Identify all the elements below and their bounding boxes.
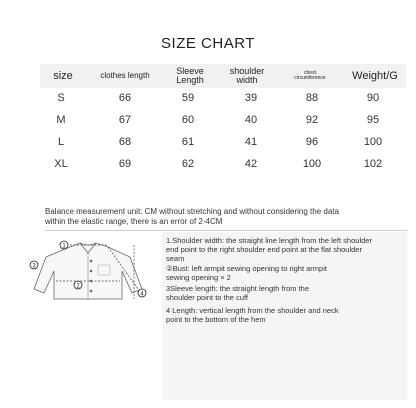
header-chest-line2: circumference — [294, 75, 326, 81]
cell-weight: 95 — [366, 114, 380, 126]
cell-sleeve-length: 61 — [181, 136, 195, 148]
desc-line: point to the bottom of the hem — [166, 315, 266, 324]
cell-shoulder-width: 40 — [244, 114, 258, 126]
cell-clothes-length: 66 — [118, 92, 132, 104]
cell-shoulder-width: 41 — [244, 136, 258, 148]
marker-3-icon — [30, 261, 38, 270]
cell-weight: 102 — [363, 158, 383, 170]
marker-4-icon — [138, 289, 146, 298]
header-clothes-length: clothes length — [100, 71, 150, 80]
header-size: size — [53, 69, 73, 82]
note-line1: Balance measurement unit: CM without stretching and without considering the data — [45, 207, 339, 216]
cell-sleeve-length: 59 — [181, 92, 195, 104]
cell-weight: 90 — [366, 92, 380, 104]
header-chest-circumference — [290, 64, 330, 88]
cell-chest: 92 — [305, 114, 319, 126]
marker-3-label: 3 — [32, 263, 36, 270]
cell-chest: 100 — [302, 158, 322, 170]
description-bust — [166, 264, 402, 282]
desc-line: sewing opening × 2 — [166, 273, 231, 282]
cell-chest: 88 — [305, 92, 319, 104]
cell-size: M — [56, 114, 66, 126]
marker-2-label: 2 — [76, 283, 80, 290]
description-shoulder-width — [166, 236, 402, 263]
desc-line: ②Bust: left armpit sewing opening to right armpit — [166, 264, 327, 273]
cell-clothes-length: 69 — [118, 158, 132, 170]
desc-line: shoulder point to the cuff — [166, 293, 249, 302]
header-shoulder-line1: shoulder — [229, 66, 265, 76]
cell-size: S — [57, 92, 65, 104]
description-length — [166, 306, 402, 324]
marker-1-label: 1 — [62, 243, 66, 250]
marker-2-icon — [74, 281, 82, 290]
cell-sleeve-length: 60 — [181, 114, 195, 126]
cell-shoulder-width: 42 — [244, 158, 258, 170]
header-weight: Weight/G — [352, 69, 398, 82]
page-title: SIZE CHART — [161, 35, 255, 52]
table-row — [40, 155, 406, 173]
table-header — [40, 64, 406, 88]
header-shoulder-line2: width — [236, 75, 258, 85]
header-sleeve-line1: Sleeve — [176, 66, 204, 76]
header-sleeve-length — [168, 64, 212, 88]
desc-line: 3Sleeve length: the straight length from the — [166, 284, 310, 293]
table-row — [40, 111, 406, 129]
garment-diagram — [18, 233, 158, 333]
note-line2: within the elastic range, there is an error of 2-4CM — [45, 217, 223, 226]
desc-line: 4 Length: vertical length from the shoulder and neck — [166, 306, 339, 315]
header-sleeve-line2: Length — [176, 75, 204, 85]
description-sleeve-length — [166, 284, 402, 302]
desc-line: end point to the right shoulder end point at the flat shoulder — [166, 245, 362, 254]
measurement-note — [45, 207, 385, 227]
marker-1-icon — [60, 241, 68, 250]
table-row — [40, 89, 406, 107]
cell-size: L — [57, 136, 65, 148]
shirt-illustration — [34, 243, 142, 299]
marker-4-label: 4 — [140, 291, 144, 298]
cell-chest: 96 — [305, 136, 319, 148]
header-shoulder-width — [220, 64, 274, 88]
header-chest-line1: chest — [304, 70, 316, 76]
cell-sleeve-length: 62 — [181, 158, 195, 170]
cell-weight: 100 — [363, 136, 383, 148]
cell-size: XL — [54, 158, 68, 170]
table-row — [40, 133, 406, 151]
desc-line: seam — [166, 254, 185, 263]
divider — [45, 230, 407, 231]
cell-clothes-length: 67 — [118, 114, 132, 126]
cell-shoulder-width: 39 — [244, 92, 258, 104]
desc-line: 1.Shoulder width: the straight line length from the left shoulder — [166, 236, 372, 245]
cell-clothes-length: 68 — [118, 136, 132, 148]
